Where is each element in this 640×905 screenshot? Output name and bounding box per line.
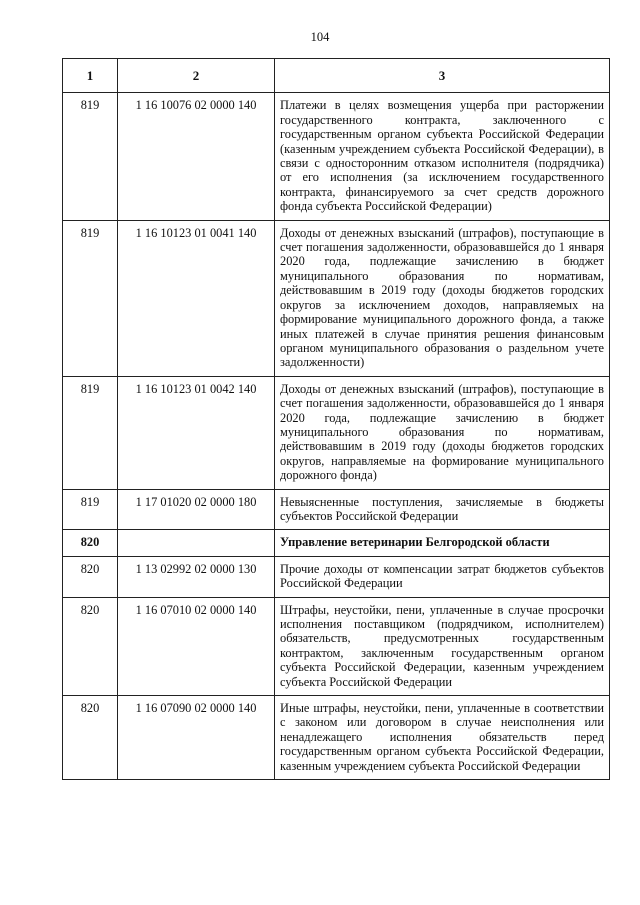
admin-code-cell: 820 bbox=[63, 556, 118, 597]
income-code-cell: 1 17 01020 02 0000 180 bbox=[118, 489, 275, 530]
table-row bbox=[63, 597, 610, 695]
income-code-cell: 1 16 10076 02 0000 140 bbox=[118, 93, 275, 220]
table-row bbox=[63, 556, 610, 597]
header-col-2: 2 bbox=[118, 59, 275, 93]
income-name-cell: Невыясненные поступления, зачисляемые в бюджеты субъектов Российской Федерации bbox=[275, 489, 610, 530]
admin-code-cell: 820 bbox=[63, 530, 118, 556]
income-name-cell: Платежи в целях возмещения ущерба при расторжении государственного контракта, заключенного с государственным органом субъекта Российской Федерации (казенным учреждением субъекта Российской Федерации), в связи с односторонним отказом исполнителя (подрядчика) от его исполнения (за исключением государственного контракта, финансируемого за счет средств дорожного фонда субъекта Российской Федерации) bbox=[275, 93, 610, 220]
admin-code-cell: 820 bbox=[63, 597, 118, 695]
income-name-cell: Прочие доходы от компенсации затрат бюджетов субъектов Российской Федерации bbox=[275, 556, 610, 597]
table-header-row bbox=[63, 59, 610, 93]
income-code-cell: 1 16 07010 02 0000 140 bbox=[118, 597, 275, 695]
income-name-cell: Доходы от денежных взысканий (штрафов), поступающие в счет погашения задолженности, образовавшейся до 1 января 2020 года, подлежащие зачислению в бюджет муниципального образования по нормативам, действовавшим в 2019 году (доходы бюджетов городских округов, направляемые на формирование муниципального дорожного фонда) bbox=[275, 376, 610, 489]
admin-code-cell: 819 bbox=[63, 376, 118, 489]
admin-code-cell: 819 bbox=[63, 93, 118, 220]
admin-code-cell: 819 bbox=[63, 220, 118, 376]
header-col-3: 3 bbox=[275, 59, 610, 93]
table-row bbox=[63, 376, 610, 489]
header-col-1: 1 bbox=[63, 59, 118, 93]
income-name-cell: Доходы от денежных взысканий (штрафов), поступающие в счет погашения задолженности, образовавшейся до 1 января 2020 года, подлежащие зачислению в бюджет муниципального образования по нормативам, действовавшим в 2019 году (доходы бюджетов городских округов за исключением доходов, направляемых на формирование муниципального дорожного фонда, а также иных платежей в случае принятия решения финансовым органом муниципального образования о раздельном учете задолженности) bbox=[275, 220, 610, 376]
table-row bbox=[63, 489, 610, 530]
administrator-name-cell: Управление ветеринарии Белгородской области bbox=[275, 530, 610, 556]
admin-code-cell: 819 bbox=[63, 489, 118, 530]
income-name-cell: Штрафы, неустойки, пени, уплаченные в случае просрочки исполнения поставщиком (подрядчиком, исполнителем) обязательств, предусмотренных государственным контрактом, заключенным государственным органом субъекта Российской Федерации, казенным учреждением субъекта Российской Федерации bbox=[275, 597, 610, 695]
income-codes-table bbox=[62, 58, 610, 780]
admin-code-cell: 820 bbox=[63, 696, 118, 780]
table-row bbox=[63, 696, 610, 780]
table-row bbox=[63, 220, 610, 376]
income-code-cell bbox=[118, 530, 275, 556]
table-row bbox=[63, 93, 610, 220]
income-name-cell: Иные штрафы, неустойки, пени, уплаченные в соответствии с законом или договором в случае неисполнения или ненадлежащего исполнения обязательств перед государственным органом субъекта Российской Федерации, казенным учреждением субъекта Российской Федерации bbox=[275, 696, 610, 780]
income-code-cell: 1 13 02992 02 0000 130 bbox=[118, 556, 275, 597]
section-header-row bbox=[63, 530, 610, 556]
page-number: 104 bbox=[310, 30, 330, 44]
income-code-cell: 1 16 10123 01 0042 140 bbox=[118, 376, 275, 489]
income-code-cell: 1 16 10123 01 0041 140 bbox=[118, 220, 275, 376]
income-code-cell: 1 16 07090 02 0000 140 bbox=[118, 696, 275, 780]
